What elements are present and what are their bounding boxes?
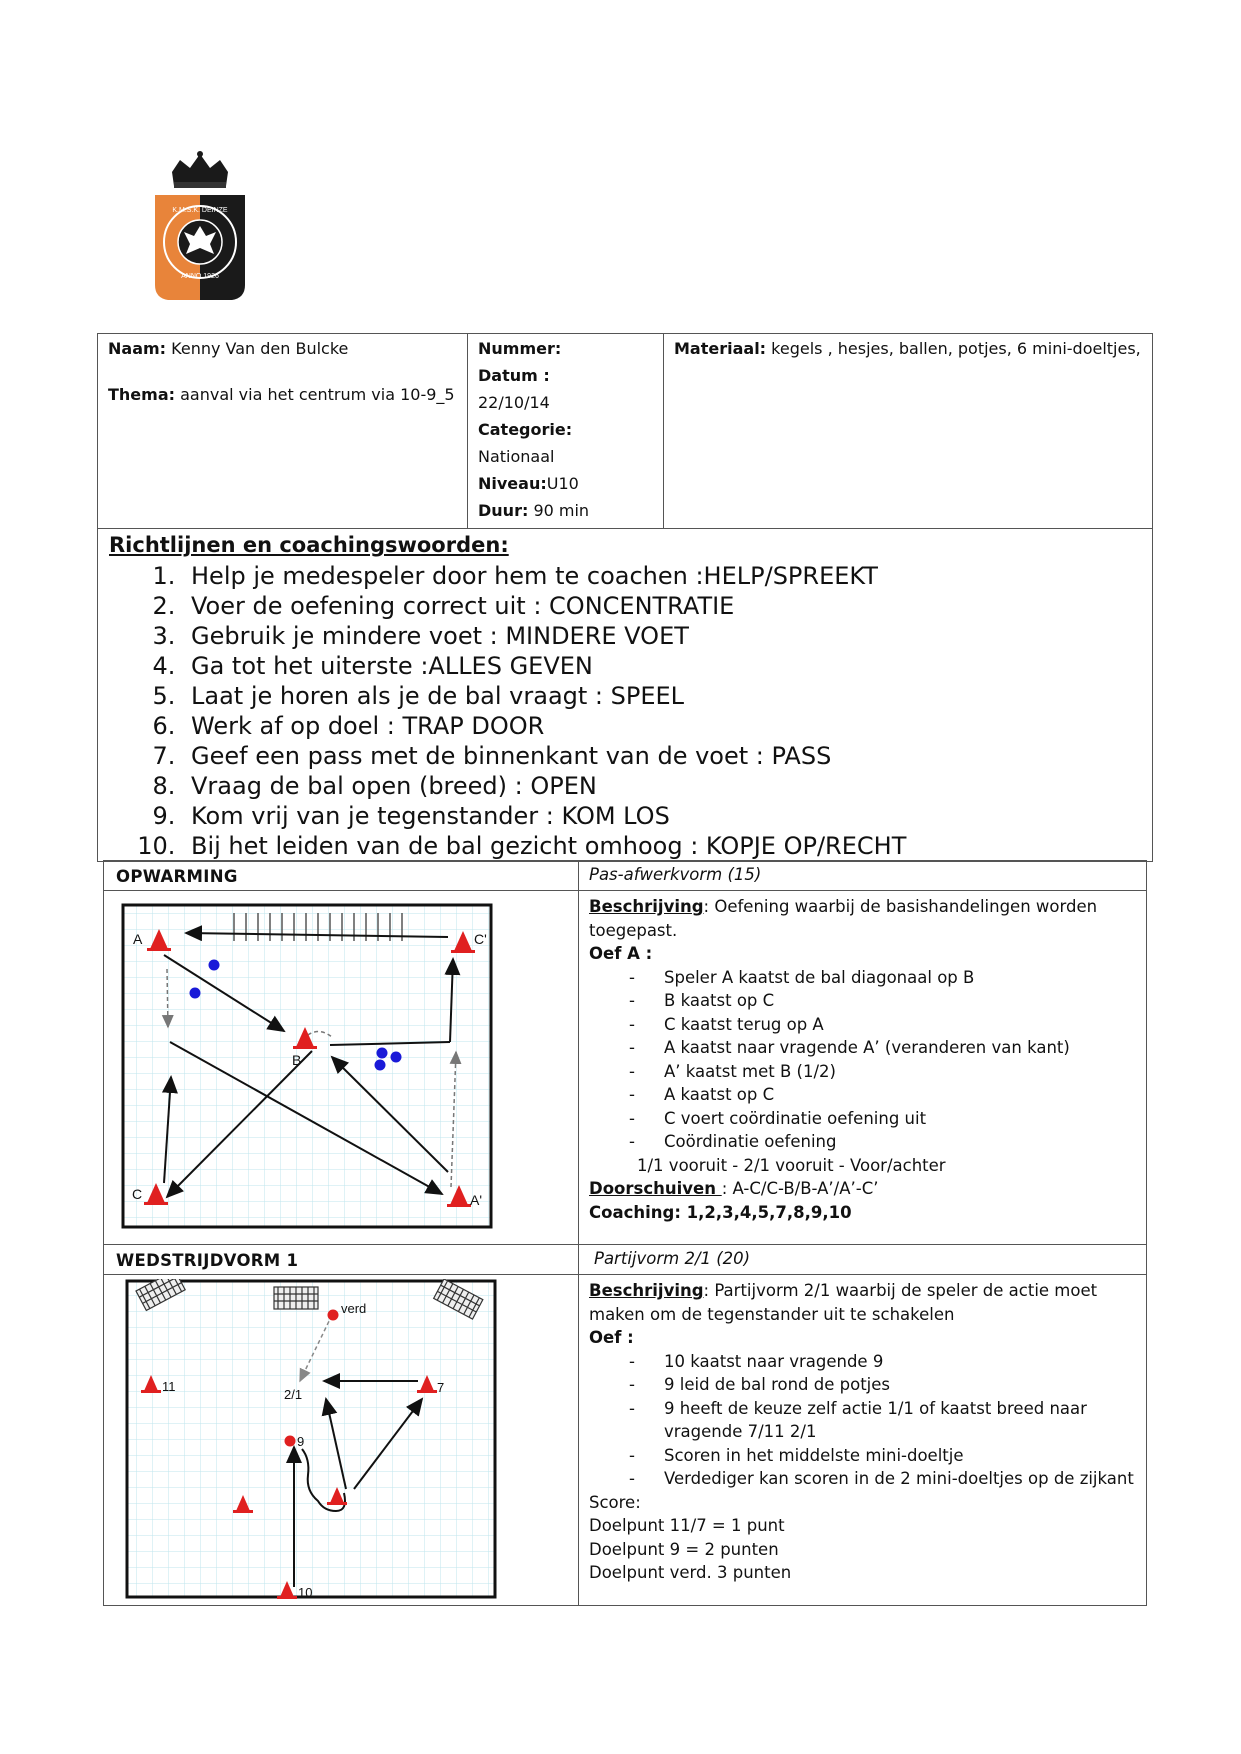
richtlijnen-title: Richtlijnen en coachingswoorden: (109, 533, 509, 557)
nummer-label: Nummer: (478, 339, 562, 358)
label-verd: verd (341, 1301, 367, 1316)
datum-value: 22/10/14 (478, 393, 550, 412)
coord-line: 1/1 vooruit - 2/1 vooruit - Voor/achter (637, 1155, 946, 1175)
opwarming-diagram-cell (104, 891, 579, 1245)
wedstrijdvorm-steps (589, 1350, 1136, 1491)
step-item: - Coördinatie oefening (629, 1130, 1136, 1154)
niveau-value: U10 (546, 474, 579, 493)
step-item: - Speler A kaatst de bal diagonaal op B (629, 966, 1136, 990)
coaching-item: 1. Help je medespeler door hem te coachen :HELP/SPREEKT (183, 561, 1142, 591)
naam-value: Kenny Van den Bulcke (171, 339, 349, 358)
crown-icon (172, 151, 228, 188)
wedstrijdvorm-diagram-cell (104, 1275, 579, 1606)
club-logo (150, 150, 250, 305)
materiaal-cell: Materiaal: kegels , hesjes, ballen, potjes, 6 mini-doeltjes, (664, 334, 1153, 529)
coaching-item: 5. Laat je horen als je de bal vraagt : SPEEL (183, 681, 1142, 711)
step-item: - A kaatst naar vragende A’ (veranderen van kant) (629, 1036, 1136, 1060)
coaching-item: 10. Bij het leiden van de bal gezicht omhoog : KOPJE OP/RECHT (183, 831, 1142, 861)
exercise-table (103, 860, 1147, 1606)
opwarming-description: Beschrijving: Oefening waarbij de basishandelingen worden toegepast. Oef A : - Speler A kaatst de bal diagonaal op B - B kaatst op C - C kaatst terug op A - A kaatst naar vragende A’ (veranderen van kant) - A’ kaatst met B (1/2) - A kaatst op C - C voert coördinatie oefening uit - Coördinatie oefening 1/1 vooruit - 2/1 vooruit - Voor/achter Doorschuiven : A-C/C-B/B-A’/A’-C’ Coaching: 1,2,3,4,5,7,8,9,10 (579, 891, 1147, 1245)
coaching-item: 3. Gebruik je mindere voet : MINDERE VOET (183, 621, 1142, 651)
svg-text:K.M.S.K. DEINZE: K.M.S.K. DEINZE (172, 207, 228, 214)
step-item: - B kaatst op C (629, 989, 1136, 1013)
opwarming-subtitle: Pas-afwerkvorm (15) (579, 861, 1147, 891)
score-lines (589, 1491, 1136, 1585)
niveau-label: Niveau: (478, 474, 547, 493)
label-10: 10 (298, 1585, 313, 1600)
coaching-item: 2. Voer de oefening correct uit : CONCENTRATIE (183, 591, 1142, 621)
score-line: Doelpunt verd. 3 punten (589, 1563, 792, 1582)
mini-goal-center-icon (274, 1287, 318, 1309)
step-item: - A’ kaatst met B (1/2) (629, 1060, 1136, 1084)
richtlijnen-cell (98, 529, 1153, 862)
naam-thema-cell: Naam: Kenny Van den Bulcke Thema: aanval via het centrum via 10-9_5 (98, 334, 468, 529)
label-c: C (132, 1186, 143, 1202)
score-line: Doelpunt 9 = 2 punten (589, 1539, 779, 1559)
step-item: - C voert coördinatie oefening uit (629, 1107, 1136, 1131)
wedstrijdvorm-description: Beschrijving: Partijvorm 2/1 waarbij de speler de actie moet maken om de tegenstander uit te schakelen Oef : - 10 kaatst naar vragende 9 - 9 leid de bal rond de potjes - 9 heeft de keuze zelf actie 1/1 of kaatst breed naar vragende 7/11 2/1 - Scoren in het middelste mini-doeltje - Verdediger kan scoren in de 2 mini-doeltjes op de zijkant Score: Doelpunt 11/7 = 1 punt Doelpunt 9 = 2 punten Doelpunt verd. 3 punten (579, 1275, 1147, 1606)
label-9: 9 (297, 1434, 305, 1449)
wedstrijdvorm-title: WEDSTRIJDVORM 1 (104, 1245, 579, 1275)
step-item: - 10 kaatst naar vragende 9 (629, 1350, 1136, 1374)
score-line: Doelpunt 11/7 = 1 punt (589, 1516, 785, 1535)
coaching-item: 7. Geef een pass met de binnenkant van de voet : PASS (183, 741, 1142, 771)
label-11: 11 (162, 1379, 176, 1394)
coaching-item: 9. Kom vrij van je tegenstander : KOM LOS (183, 801, 1142, 831)
opwarming-steps (589, 966, 1136, 1154)
label-2-1: 2/1 (284, 1387, 303, 1402)
step-item: - 9 heeft de keuze zelf actie 1/1 of kaatst breed naar vragende 7/11 2/1 (629, 1397, 1136, 1444)
label-7: 7 (437, 1380, 445, 1395)
coaching-line: Coaching: 1,2,3,4,5,7,8,9,10 (589, 1202, 852, 1222)
header-table (97, 333, 1153, 862)
wedstrijdvorm-diagram (104, 1279, 574, 1601)
step-item: - A kaatst op C (629, 1083, 1136, 1107)
label-c-prime: C' (474, 931, 487, 947)
categorie-label: Categorie: (478, 420, 573, 439)
opwarming-oef-label: Oef A : (589, 944, 653, 963)
datum-label: Datum : (478, 366, 550, 385)
step-item: - Verdediger kan scoren in de 2 mini-doeltjes op de zijkant (629, 1467, 1136, 1491)
coaching-item: 8. Vraag de bal open (breed) : OPEN (183, 771, 1142, 801)
opwarming-title: OPWARMING (104, 861, 579, 891)
step-item: - Scoren in het middelste mini-doeltje (629, 1444, 1136, 1468)
svg-text:ANNO 1926: ANNO 1926 (181, 273, 219, 280)
coaching-item: 4. Ga tot het uiterste :ALLES GEVEN (183, 651, 1142, 681)
materiaal-value: kegels , hesjes, ballen, potjes, 6 mini-doeltjes, (771, 339, 1141, 358)
duur-label: Duur: (478, 501, 529, 520)
wedstrijdvorm-subtitle: Partijvorm 2/1 (20) (579, 1245, 1147, 1275)
duur-value: 90 min (533, 501, 590, 520)
thema-value: aanval via het centrum via 10-9_5 (180, 385, 455, 404)
step-item: - 9 leid de bal rond de potjes (629, 1373, 1136, 1397)
wedstrijdvorm-oef-label: Oef : (589, 1328, 634, 1347)
coaching-item: 6. Werk af op doel : TRAP DOOR (183, 711, 1142, 741)
meta-cell (468, 334, 664, 529)
score-line: Score: (589, 1492, 641, 1512)
label-a: A (133, 931, 143, 947)
step-item: - C kaatst terug op A (629, 1013, 1136, 1037)
categorie-value: Nationaal (478, 447, 555, 466)
opwarming-diagram (104, 897, 574, 1237)
label-a-prime: A' (470, 1192, 483, 1208)
label-b: B (292, 1052, 302, 1068)
coaching-list (108, 561, 1142, 861)
